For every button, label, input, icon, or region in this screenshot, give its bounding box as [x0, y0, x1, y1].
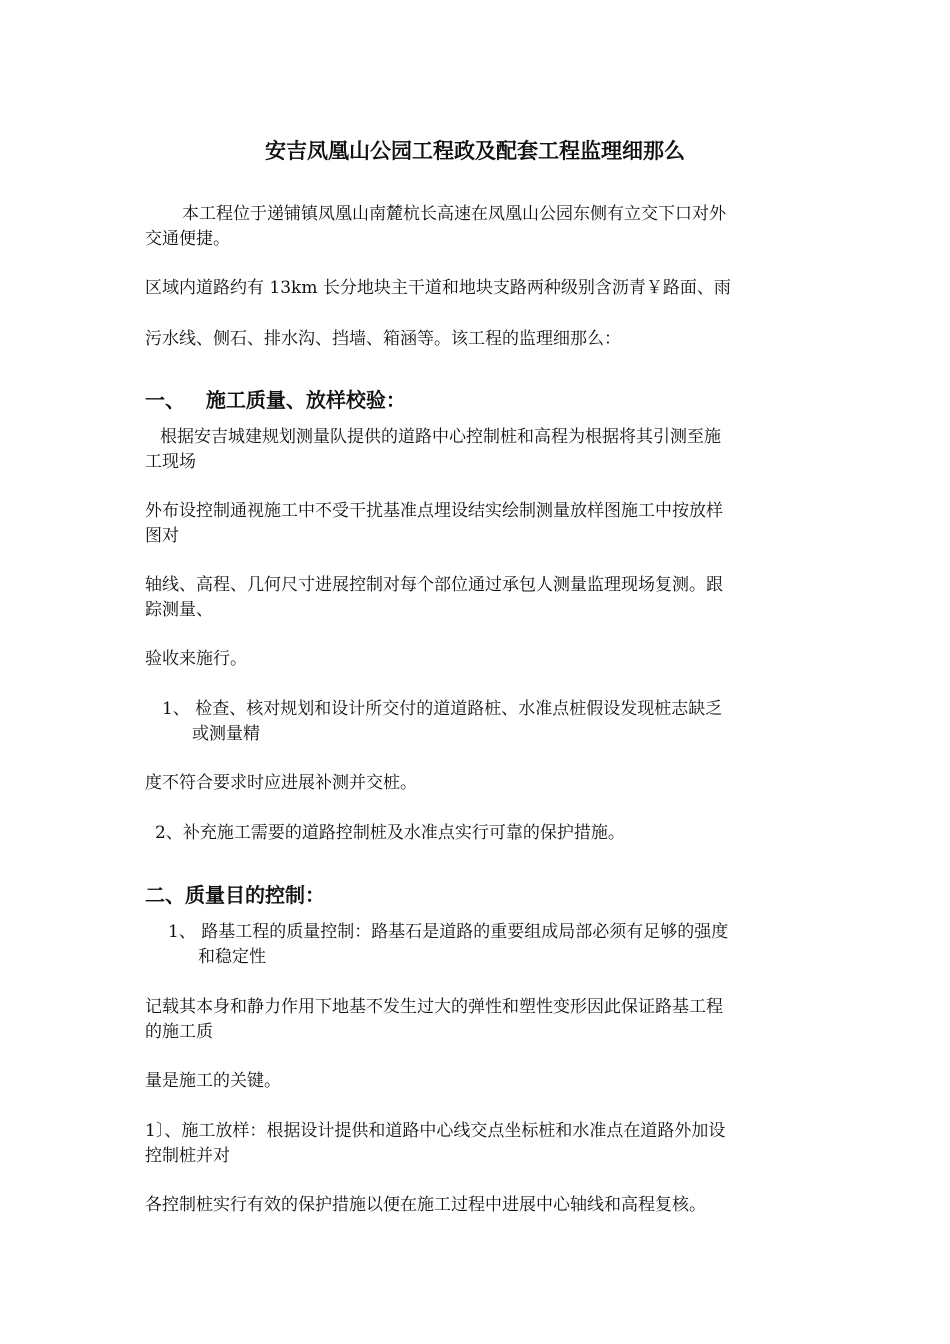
section-2-paragraph-2: 量是施工的关键。 — [145, 1071, 281, 1091]
section-1-item-1-continuation: 度不符合要求时应进展补测并交桩。 — [145, 773, 417, 793]
section-2-paragraph-1-line1: 记载其本身和静力作用下地基不发生过大的弹性和塑性变形因此保证路基工程 — [145, 997, 723, 1017]
section-1-paragraph-2-line2: 图对 — [145, 526, 179, 546]
section-1-item-1-line1: 1、 检查、核对规划和设计所交付的道道路桩、水准点桩假设发现桩志缺乏 — [162, 699, 723, 719]
section-2-paragraph-3: 各控制桩实行有效的保护措施以便在施工过程中进展中心轴线和高程复核。 — [145, 1195, 706, 1215]
section-1-paragraph-3-line2: 踪测量、 — [145, 600, 213, 620]
section-1-paragraph-4: 验收来施行。 — [145, 649, 247, 669]
section-2-item-1-line1: 1、 路基工程的质量控制：路基石是道路的重要组成局部必须有足够的强度 — [168, 922, 729, 942]
section-2-item-1-line2: 和稳定性 — [198, 947, 266, 967]
section-1-item-2: 2、补充施工需要的道路控制桩及水准点实行可靠的保护措施。 — [155, 823, 625, 843]
section-1-heading: 一、 施工质量、放样校验： — [145, 388, 406, 412]
section-2-paragraph-1-line2: 的施工质 — [145, 1022, 213, 1042]
intro-paragraph-2: 区域内道路约有 13km 长分地块主干道和地块支路两种级别含沥青￥路面、雨 — [145, 278, 731, 298]
section-2-subitem-1-line2: 控制桩并对 — [145, 1146, 230, 1166]
section-1-item-1-line2: 或测量精 — [192, 724, 260, 744]
section-1-paragraph-1-line2: 工现场 — [145, 452, 196, 472]
document-title: 安吉凤凰山公园工程政及配套工程监理细那么 — [265, 138, 685, 163]
intro-paragraph-3: 污水线、侧石、排水沟、挡墙、箱涵等。该工程的监理细那么： — [145, 329, 621, 349]
section-2-subitem-1-line1: 1〕、施工放样：根据设计提供和道路中心线交点坐标桩和水准点在道路外加设 — [145, 1121, 726, 1141]
intro-paragraph-line1: 本工程位于递铺镇凤凰山南麓杭长高速在凤凰山公园东侧有立交下口对外 — [182, 204, 726, 224]
section-1-paragraph-3-line1: 轴线、高程、几何尺寸进展控制对每个部位通过承包人测量监理现场复测。跟 — [145, 575, 723, 595]
section-2-heading: 二、质量目的控制： — [145, 883, 325, 907]
section-1-paragraph-2-line1: 外布设控制通视施工中不受干扰基准点埋设结实绘制测量放样图施工中按放样 — [145, 501, 723, 521]
intro-paragraph-line2: 交通便捷。 — [145, 229, 230, 249]
section-1-paragraph-1-line1: 根据安吉城建规划测量队提供的道路中心控制桩和高程为根据将其引测至施 — [160, 427, 721, 447]
